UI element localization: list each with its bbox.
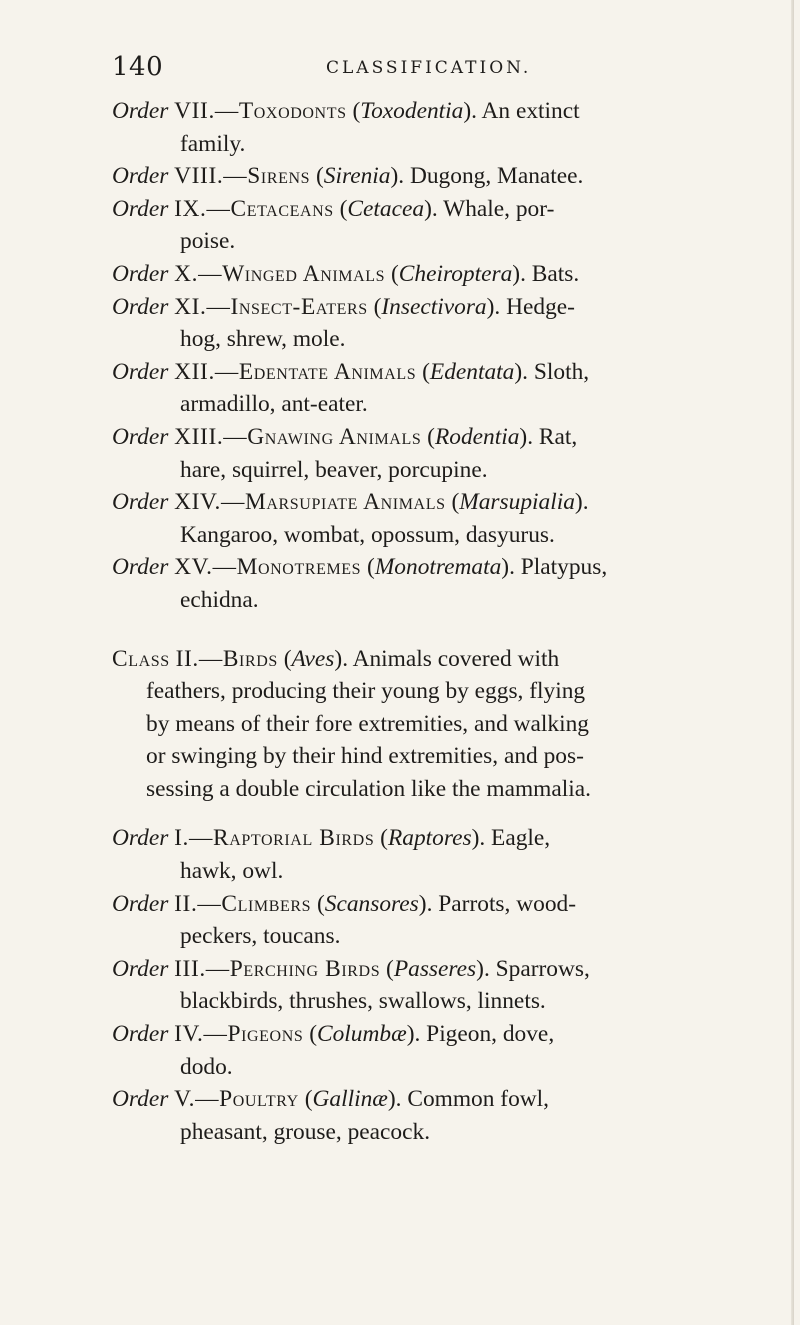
order-label: Order: [112, 358, 169, 385]
class-description-line: or swinging by their hind extremities, and pos-: [146, 743, 584, 770]
order-entry: Order XV.—Monotremes (Monotremata). Platypus, echidna.: [112, 551, 712, 616]
order-latin-name: Passeres: [393, 955, 477, 982]
order-label: Order: [112, 260, 169, 287]
order-latin-name: Monotremata: [374, 554, 502, 581]
order-label: Order: [112, 554, 169, 581]
order-numeral: III.—: [174, 955, 230, 982]
order-description: . Dugong, Manatee.: [398, 163, 584, 190]
order-description: . Hedge-: [494, 293, 575, 320]
order-common-name: Poultry: [219, 1086, 299, 1113]
order-description: .: [582, 489, 589, 516]
order-description-continued: pheasant, grouse, peacock.: [180, 1118, 431, 1145]
order-numeral: XIII.—: [174, 423, 248, 450]
order-latin-name: Columbæ: [317, 1021, 407, 1048]
order-latin-name: Edentata: [429, 358, 515, 385]
class-description-start: . Animals covered with: [342, 645, 560, 672]
order-entry: Order IV.—Pigeons (Columbæ). Pigeon, dove, dodo.: [112, 1018, 712, 1083]
class-description-line: sessing a double circulation like the mammalia.: [146, 775, 591, 802]
order-numeral: XIV.—: [174, 489, 245, 516]
order-entry: Order XIII.—Gnawing Animals (Rodentia). Rat, hare, squirrel, beaver, porcupine.: [112, 421, 712, 486]
order-description-continued: family.: [180, 130, 246, 157]
order-description-continued: armadillo, ant-eater.: [180, 391, 368, 418]
order-latin-name: Insectivora: [381, 293, 487, 320]
order-numeral: VIII.—: [174, 163, 248, 190]
order-latin-name: Scansores: [324, 890, 419, 917]
order-description-continued: hog, shrew, mole.: [180, 326, 346, 353]
order-label: Order: [112, 825, 169, 852]
order-description: . Sloth,: [522, 358, 590, 385]
order-numeral: II.—: [174, 890, 222, 917]
order-label: Order: [112, 163, 169, 190]
order-entry: Order VIII.—Sirens (Sirenia). Dugong, Manatee.: [112, 163, 584, 190]
order-entry: Order VII.—Toxodonts (Toxodentia). An extinct family.: [112, 95, 712, 160]
order-label: Order: [112, 890, 169, 917]
order-description-continued: blackbirds, thrushes, swallows, linnets.: [180, 988, 546, 1015]
order-entry: Order II.—Climbers (Scansores). Parrots, wood- peckers, toucans.: [112, 888, 712, 953]
running-head: [112, 52, 702, 92]
order-description-continued: poise.: [180, 228, 236, 255]
running-title: CLASSIFICATION.: [326, 58, 532, 78]
order-common-name: Insect-Eaters: [230, 293, 368, 320]
class-name: Birds: [222, 645, 278, 672]
order-numeral: XV.—: [174, 554, 237, 581]
order-label: Order: [112, 98, 169, 124]
order-common-name: Winged Animals: [222, 260, 386, 287]
order-description: . Platypus,: [509, 554, 608, 581]
order-description-continued: echidna.: [180, 586, 259, 613]
order-label: Order: [112, 293, 169, 320]
order-label: Order: [112, 423, 169, 450]
order-common-name: Perching Birds: [229, 955, 381, 982]
order-common-name: Sirens: [247, 163, 311, 190]
order-latin-name: Raptores: [387, 825, 472, 852]
order-description: . Rat,: [527, 423, 578, 450]
class-entry-birds: Class II.—Birds (Aves). Animals covered with feathers, producing their young by eggs, flying by means of their fore extremities, and walking or swinging by their hind extremities, and pos- sessing a double circulation like the mammalia.: [112, 643, 712, 806]
order-label: Order: [112, 1086, 169, 1113]
order-latin-name: Toxodentia: [360, 98, 464, 124]
order-common-name: Toxodonts: [238, 98, 347, 124]
order-entry: Order IX.—Cetaceans (Cetacea). Whale, por- poise.: [112, 193, 712, 258]
order-common-name: Gnawing Animals: [247, 423, 422, 450]
order-entry: Order XIV.—Marsupiate Animals (Marsupialia). Kangaroo, wombat, opossum, dasyurus.: [112, 486, 712, 551]
order-label: Order: [112, 1021, 169, 1048]
class-description-line: feathers, producing their young by eggs, flying: [146, 678, 586, 705]
order-common-name: Edentate Animals: [238, 358, 417, 385]
order-description: . Bats.: [520, 260, 580, 287]
order-entry: Order XI.—Insect-Eaters (Insectivora). Hedge- hog, shrew, mole.: [112, 291, 712, 356]
order-entry: Order I.—Raptorial Birds (Raptores). Eagle, hawk, owl.: [112, 822, 712, 887]
order-description: . An extinct: [471, 98, 580, 124]
order-common-name: Raptorial Birds: [213, 825, 375, 852]
order-description: . Whale, por-: [431, 195, 555, 222]
order-description-continued: dodo.: [180, 1053, 233, 1080]
order-description-continued: hare, squirrel, beaver, porcupine.: [180, 456, 488, 483]
order-latin-name: Gallinæ: [312, 1086, 388, 1113]
order-numeral: IV.—: [174, 1021, 228, 1048]
order-description-continued: hawk, owl.: [180, 858, 284, 885]
order-entry: Order V.—Poultry (Gallinæ). Common fowl, pheasant, grouse, peacock.: [112, 1083, 712, 1148]
class-latin-name: Aves: [291, 645, 335, 672]
order-numeral: X.—: [174, 260, 223, 287]
order-common-name: Monotremes: [236, 554, 362, 581]
class-label: Class: [112, 645, 170, 672]
bird-orders-list: [112, 822, 712, 1148]
page-edge: [791, 0, 794, 1325]
order-description: . Pigeon, dove,: [414, 1021, 555, 1048]
page-number: 140: [112, 52, 164, 82]
order-common-name: Marsupiate Animals: [244, 489, 446, 516]
order-description-continued: Kangaroo, wombat, opossum, dasyurus.: [180, 521, 555, 548]
order-entry: Order X.—Winged Animals (Cheiroptera). Bats.: [112, 260, 580, 287]
order-description: . Eagle,: [479, 825, 551, 852]
order-entry: Order III.—Perching Birds (Passeres). Sparrows, blackbirds, thrushes, swallows, linnets.: [112, 953, 712, 1018]
class-description-line: by means of their fore extremities, and walking: [146, 710, 589, 737]
order-numeral: XII.—: [174, 358, 239, 385]
order-common-name: Pigeons: [227, 1021, 304, 1048]
body-text: [112, 95, 712, 1148]
order-description: . Parrots, wood-: [426, 890, 577, 917]
order-latin-name: Cheiroptera: [398, 260, 513, 287]
order-common-name: Climbers: [221, 890, 312, 917]
order-numeral: I.—: [174, 825, 213, 852]
order-entry: Order XII.—Edentate Animals (Edentata). Sloth, armadillo, ant-eater.: [112, 356, 712, 421]
order-common-name: Cetaceans: [230, 195, 334, 222]
order-latin-name: Sirenia: [323, 163, 391, 190]
mammal-orders-list: [112, 95, 712, 617]
order-numeral: IX.—: [174, 195, 231, 222]
order-latin-name: Marsupialia: [459, 489, 575, 516]
order-numeral: XI.—: [174, 293, 231, 320]
order-description: . Common fowl,: [395, 1086, 550, 1113]
order-numeral: V.—: [174, 1086, 220, 1113]
order-label: Order: [112, 489, 169, 516]
order-description-continued: peckers, toucans.: [180, 923, 341, 950]
order-description: . Sparrows,: [483, 955, 590, 982]
order-label: Order: [112, 955, 169, 982]
order-latin-name: Cetacea: [347, 195, 425, 222]
order-numeral: VII.—: [174, 98, 239, 124]
order-label: Order: [112, 195, 169, 222]
class-numeral: II.—: [175, 645, 223, 672]
order-latin-name: Rodentia: [434, 423, 520, 450]
